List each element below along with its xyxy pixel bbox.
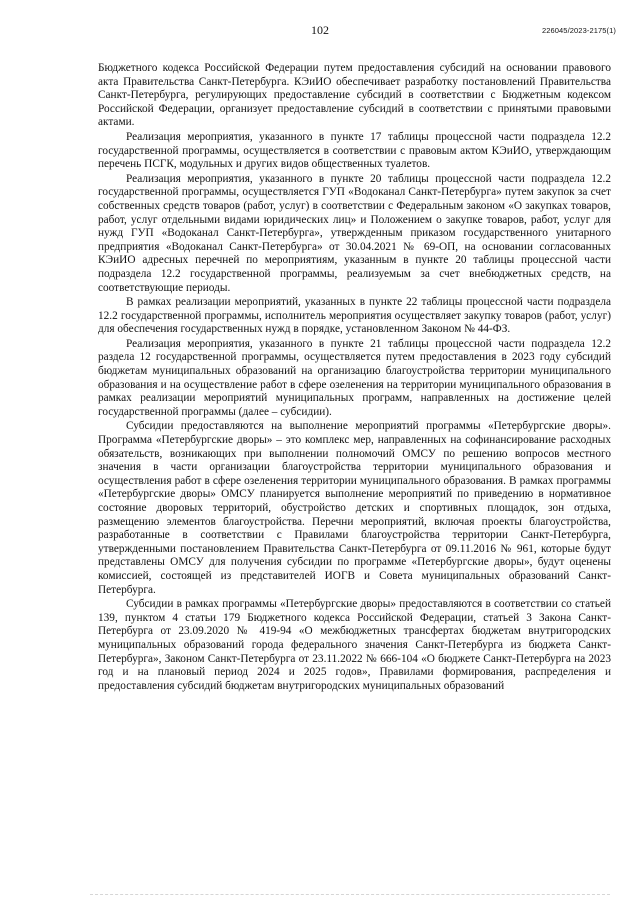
paragraph: В рамках реализации мероприятий, указанных в пункте 22 таблицы процессной части подраздела 12.2 государственной программы, исполнитель мероприятия осуществляет закупку товаров (работ, услуг) для обеспечения государственных нужд в порядке, установленном Законом № 44-ФЗ. — [98, 296, 611, 336]
page-number: 102 — [311, 23, 329, 37]
paragraph: Бюджетного кодекса Российской Федерации путем предоставления субсидий на основании правового акта Правительства Санкт-Петербурга. КЭиИО обеспечивает разработку постановлений Правительства Санкт-Петербурга, регулирующих предоставление субсидий в соответствии с Бюджетным кодексом Российской Федерации, организует предоставление субсидий в соответствии с принятыми правовыми актами. — [98, 62, 611, 129]
paragraph: Реализация мероприятия, указанного в пункте 20 таблицы процессной части подраздела 12.2 государственной программы, осуществляется ГУП «Водоканал Санкт-Петербурга» путем закупок за счет собственных средств товаров (работ, услуг) в соответствии с Федеральным законом «О закупках товаров, работ, услуг отдельными видами юридических лиц» и Положением о закупке товаров, работ, услуг для нужд ГУП «Водоканал Санкт-Петербурга», утвержденным приказом государственного унитарного предприятия «Водоканал Санкт-Петербурга» от 30.04.2021 № 69-ОП, на основании согласованных КЭиИО адресных перечней по мероприятиям, указанным в пункте 20 таблицы процессной части подраздела 12.2 государственной программы, реализуемым за счет внебюджетных средств, на соответствующие периоды. — [98, 172, 611, 294]
scan-artifact-line — [90, 894, 610, 901]
paragraph: Субсидии предоставляются на выполнение мероприятий программы «Петербургские дворы». Программа «Петербургские дворы» – это комплекс мер, направленных на софинансирование расходных обязательств, возникающих при выполнении полномочий ОМСУ по решению вопросов местного значения в части организации благоустройства территории муниципального образования и осуществления работ в сфере озеленения территории муниципального образования. В рамках программы «Петербургские дворы» ОМСУ планируется выполнение мероприятий по приведению в нормативное состояние дворовых территорий, обустройство детских и спортивных площадок, зон отдыха, размещению элементов благоустройства. Перечни мероприятий, включая проекты благоустройства, разработанные в соответствии с Правилами благоустройства территории Санкт-Петербурга, утвержденными постановлением Правительства Санкт-Петербурга от 09.11.2016 № 961, которые будут представлены ОМСУ для получения субсидии по программе «Петербургские дворы», будут оценены комиссией, состоящей из представителей ИОГВ и Совета муниципальных образований Санкт-Петербурга. — [98, 420, 611, 596]
paragraph: Субсидии в рамках программы «Петербургские дворы» предоставляются в соответствии со статьей 139, пунктом 4 статьи 179 Бюджетного кодекса Российской Федерации, статьей 3 Закона Санкт-Петербурга от 23.09.2020 № 419-94 «О межбюджетных трансфертах бюджетам внутригородских муниципальных образований города федерального значения Санкт-Петербурга из бюджета Санкт-Петербурга», Законом Санкт-Петербурга от 23.11.2022 № 666-104 «О бюджете Санкт-Петербурга на 2023 год и на плановый период 2024 и 2025 годов», Правилами формирования, распределения и предоставления субсидий бюджетам внутригородских муниципальных образований — [98, 598, 611, 692]
paragraph: Реализация мероприятия, указанного в пункте 21 таблицы процессной части подраздела 12.2 раздела 12 государственной программы, осуществляется путем предоставления в 2023 году субсидий бюджетам муниципальных образований на организацию благоустройства территории муниципального образования и на осуществление работ в сфере озеленения на территории муниципального образования в рамках реализации мероприятий муниципальных программ, направленных на достижение целей государственной программы (далее – субсидии). — [98, 337, 611, 418]
document-id: 226045/2023-2175(1) — [541, 26, 616, 35]
document-body — [98, 62, 611, 694]
paragraph: Реализация мероприятия, указанного в пункте 17 таблицы процессной части подраздела 12.2 государственной программы, осуществляется в соответствии с правовым актом КЭиИО, утверждающим перечень ПСГК, модульных и других видов общественных туалетов. — [98, 130, 611, 171]
